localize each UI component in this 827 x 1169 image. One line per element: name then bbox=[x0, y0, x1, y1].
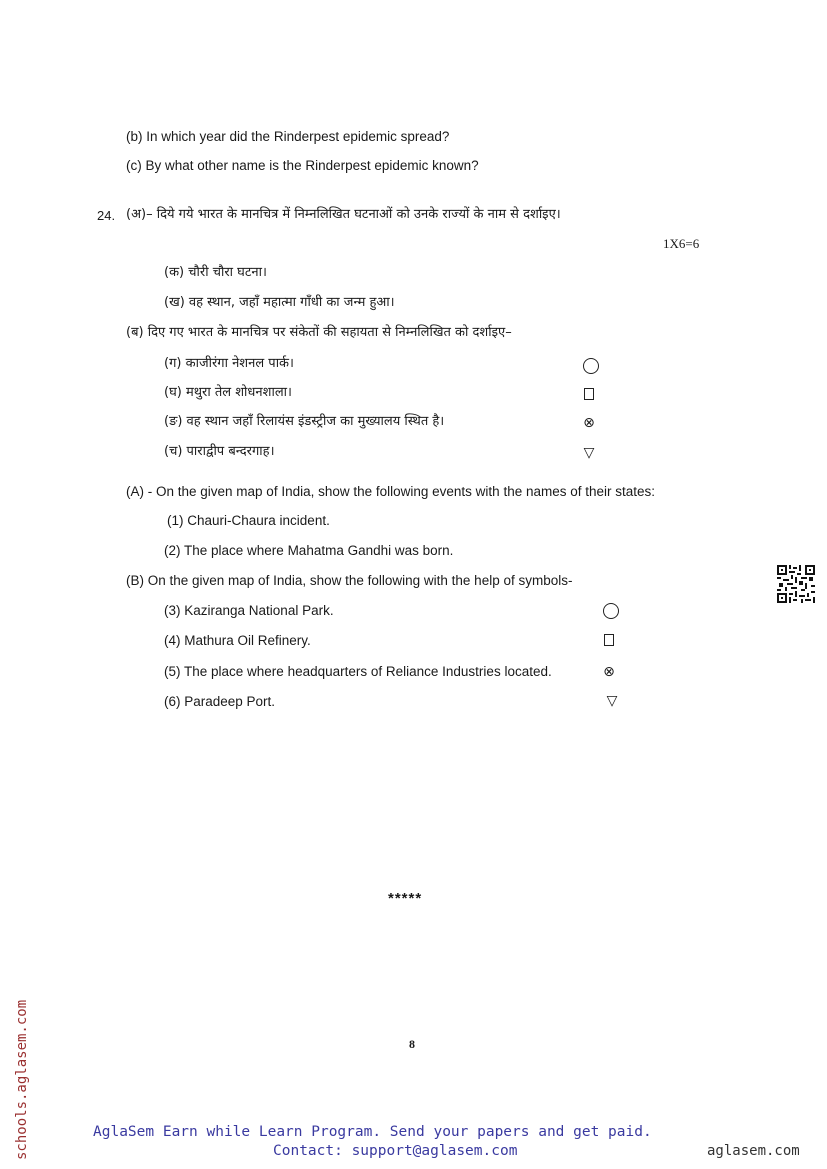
end-marker: ***** bbox=[388, 890, 423, 907]
question-24-en-a-intro: (A) - On the given map of India, show the following events with the names of their states: bbox=[126, 484, 656, 499]
en-item-6: (6) Paradeep Port. bbox=[164, 694, 276, 709]
circle-symbol bbox=[603, 603, 619, 619]
hindi-item-ka: (क) चौरी चौरा घटना। bbox=[164, 265, 267, 280]
en-item-5: (5) The place where headquarters of Reliance Industries located. bbox=[164, 664, 552, 679]
question-24-marks: 1X6=6 bbox=[663, 236, 700, 251]
question-24-hindi-b-intro: (ब) दिए गए भारत के मानचित्र पर संकेतों की सहायता से निम्नलिखित को दर्शाइए– bbox=[126, 325, 512, 340]
footer-site: aglasem.com bbox=[707, 1143, 800, 1159]
triangle-symbol: ▽ bbox=[606, 693, 618, 709]
hindi-item-ga: (ग) काजीरंगा नेशनल पार्क। bbox=[164, 356, 294, 371]
question-24-hindi-a-intro: (अ)– दिये गये भारत के मानचित्र में निम्नलिखित घटनाओं को उनके राज्यों के नाम से दर्शाइए। bbox=[126, 207, 561, 222]
footer-contact: Contact: support@aglasem.com bbox=[273, 1143, 518, 1159]
side-watermark: schools.aglasem.com bbox=[14, 999, 30, 1160]
question-23c: (c) By what other name is the Rinderpest epidemic known? bbox=[126, 158, 479, 173]
en-item-1: (1) Chauri-Chaura incident. bbox=[167, 513, 330, 528]
question-24-number: 24. bbox=[97, 208, 116, 223]
triangle-symbol: ▽ bbox=[583, 445, 595, 461]
square-symbol bbox=[604, 634, 614, 646]
qr-code-icon bbox=[777, 565, 815, 603]
footer-promo: AglaSem Earn while Learn Program. Send your papers and get paid. bbox=[93, 1124, 652, 1140]
hindi-item-gha: (घ) मथुरा तेल शोधनशाला। bbox=[164, 385, 292, 400]
question-23b: (b) In which year did the Rinderpest epidemic spread? bbox=[126, 129, 450, 144]
hindi-item-cha: (च) पाराद्वीप बन्दरगाह। bbox=[164, 444, 275, 459]
question-24-en-b-intro: (B) On the given map of India, show the following with the help of symbols- bbox=[126, 573, 573, 588]
hindi-item-nga: (ङ) वह स्थान जहाँ रिलायंस इंडस्ट्रीज का मुख्यालय स्थित है। bbox=[164, 414, 445, 429]
circle-symbol bbox=[583, 358, 599, 374]
square-symbol bbox=[584, 388, 594, 400]
otimes-symbol: ⊗ bbox=[603, 664, 615, 680]
en-item-2: (2) The place where Mahatma Gandhi was born. bbox=[164, 543, 454, 558]
en-item-4: (4) Mathura Oil Refinery. bbox=[164, 633, 311, 648]
otimes-symbol: ⊗ bbox=[583, 415, 595, 431]
page-number: 8 bbox=[409, 1037, 415, 1051]
hindi-item-kha: (ख) वह स्थान, जहाँ महात्मा गाँधी का जन्म हुआ। bbox=[164, 295, 395, 310]
en-item-3: (3) Kaziranga National Park. bbox=[164, 603, 334, 618]
